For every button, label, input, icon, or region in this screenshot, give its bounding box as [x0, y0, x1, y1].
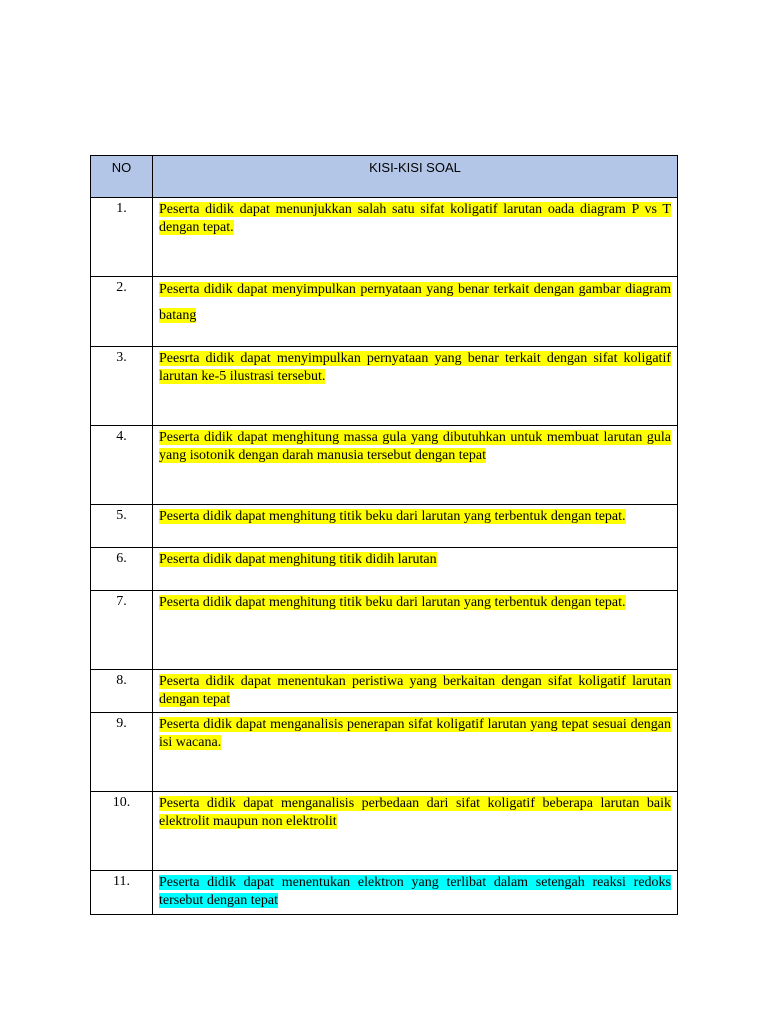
- table-row: [91, 670, 678, 713]
- row-description: [153, 713, 678, 792]
- row-description: [153, 198, 678, 277]
- row-number: 8.: [91, 670, 153, 713]
- row-number: 3.: [91, 347, 153, 426]
- header-kisi-kisi-soal: KISI-KISI SOAL: [153, 156, 678, 198]
- kisi-kisi-table: [90, 155, 678, 915]
- row-number: 4.: [91, 426, 153, 505]
- row-description: [153, 871, 678, 915]
- table-row: [91, 347, 678, 426]
- row-description: [153, 548, 678, 591]
- row-description: [153, 505, 678, 548]
- table-row: [91, 277, 678, 347]
- highlighted-text: Peserta didik dapat menganalisis perbedaan dari sifat koligatif beberapa larutan baik elektrolit maupun non elektrolit: [159, 796, 671, 829]
- header-no: NO: [91, 156, 153, 198]
- highlighted-text: Peserta didik dapat menghitung titik didih larutan: [159, 552, 437, 567]
- row-description: [153, 277, 678, 347]
- row-description: [153, 792, 678, 871]
- highlighted-text: Peserta didik dapat menghitung titik beku dari larutan yang terbentuk dengan tepat.: [159, 509, 626, 524]
- row-number: 7.: [91, 591, 153, 670]
- table-row: [91, 871, 678, 915]
- highlighted-text: Peserta didik dapat menentukan elektron yang terlibat dalam setengah reaksi redoks tersebut dengan tepat: [159, 875, 671, 908]
- row-description: [153, 591, 678, 670]
- row-number: 9.: [91, 713, 153, 792]
- row-number: 2.: [91, 277, 153, 347]
- table-row: [91, 426, 678, 505]
- highlighted-text: Peserta didik dapat menganalisis penerapan sifat koligatif larutan yang tepat sesuai dengan isi wacana.: [159, 717, 671, 750]
- row-number: 5.: [91, 505, 153, 548]
- table-row: [91, 548, 678, 591]
- row-description: [153, 347, 678, 426]
- highlighted-text: Peserta didik dapat menentukan peristiwa yang berkaitan dengan sifat koligatif larutan dengan tepat: [159, 674, 671, 707]
- row-number: 6.: [91, 548, 153, 591]
- table-row: [91, 792, 678, 871]
- table-row: [91, 591, 678, 670]
- row-description: [153, 426, 678, 505]
- row-number: 10.: [91, 792, 153, 871]
- highlighted-text: Peserta didik dapat menghitung massa gula yang dibutuhkan untuk membuat larutan gula yang isotonik dengan darah manusia tersebut dengan tepat: [159, 430, 671, 463]
- highlighted-text: Peesrta didik dapat menyimpulkan pernyataan yang benar terkait dengan sifat koligatif larutan ke-5 ilustrasi tersebut.: [159, 351, 671, 384]
- row-description: [153, 670, 678, 713]
- highlighted-text: Peserta didik dapat menunjukkan salah satu sifat koligatif larutan oada diagram P vs T dengan tepat.: [159, 202, 671, 235]
- highlighted-text: Peserta didik dapat menghitung titik beku dari larutan yang terbentuk dengan tepat.: [159, 595, 626, 610]
- row-number: 1.: [91, 198, 153, 277]
- table-row: [91, 505, 678, 548]
- table-header-row: [91, 156, 678, 198]
- highlighted-text: Peserta didik dapat menyimpulkan pernyataan yang benar terkait dengan gambar diagram batang: [159, 282, 671, 323]
- row-number: 11.: [91, 871, 153, 915]
- table-row: [91, 198, 678, 277]
- table-row: [91, 713, 678, 792]
